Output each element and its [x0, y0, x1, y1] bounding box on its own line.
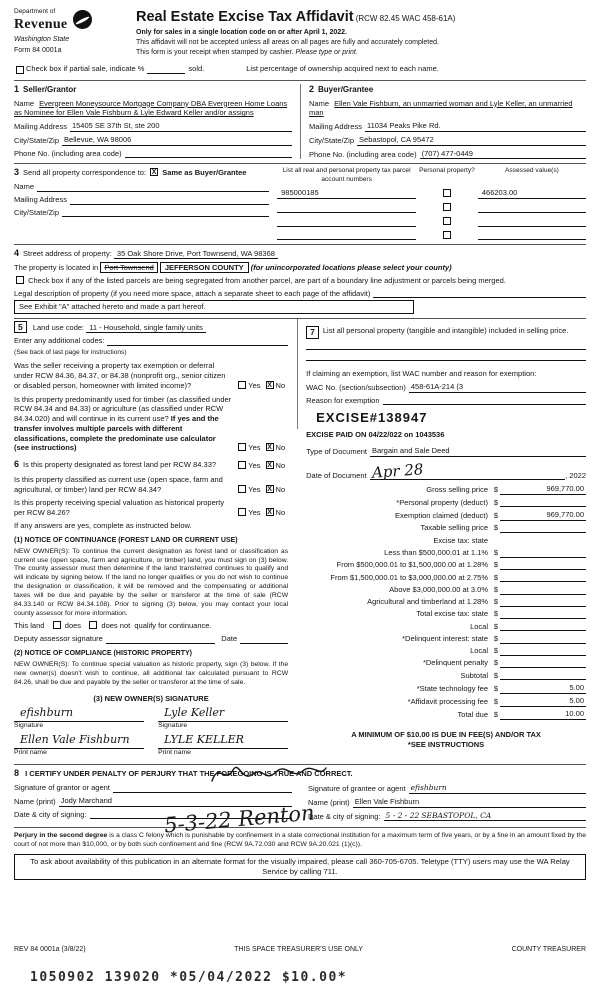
correspondence-city-row	[14, 208, 269, 218]
grantee-date-row	[308, 811, 586, 822]
seller-title: Seller/Grantor	[23, 84, 77, 94]
type-or-print-note: Please type or print.	[295, 49, 358, 57]
middle-columns	[14, 318, 586, 760]
section-1-number: 1	[14, 83, 20, 94]
tax-label: Gross selling price	[426, 485, 488, 495]
dollar-sign: $	[493, 710, 499, 720]
property-location-section	[14, 244, 586, 314]
send-correspondence-label: Send all property correspondence to:	[23, 168, 147, 178]
header-note-3	[136, 48, 586, 57]
legal-description-line[interactable]	[373, 289, 586, 299]
additional-codes-label: Enter any additional codes:	[14, 336, 105, 346]
partial-sale-row	[14, 64, 586, 74]
correspondence-parcel-section	[14, 163, 586, 240]
seller-name-row	[14, 99, 292, 119]
land-use-label: Land use code:	[32, 323, 85, 333]
dollar-sign: $	[493, 485, 499, 495]
owner-signature-handwriting: efishburn	[20, 706, 74, 720]
personal-property-section	[306, 326, 586, 339]
question-text: Is this property classified as current use (open space, farm and agricultural, or timber) land per RCW 84.34?	[14, 474, 223, 494]
document-date-label: Date of Document	[306, 470, 367, 480]
bracket-amount-field[interactable]	[500, 561, 586, 570]
dollar-sign: $	[493, 523, 499, 533]
mailing-address-label: Mailing Address	[309, 122, 362, 132]
forest-land-question	[14, 459, 288, 471]
if-yes-note: If any answers are yes, complete as instructed below.	[14, 520, 192, 530]
county-select[interactable]: JEFFERSON COUNTY	[160, 262, 249, 273]
this-land-label: This land	[14, 621, 45, 631]
notice-compliance-title: (2) NOTICE OF COMPLIANCE (HISTORIC PROPERTY)	[14, 649, 192, 657]
city-state-zip-label: City/State/Zip	[14, 135, 60, 145]
dollar-sign: $	[493, 646, 499, 656]
located-in-label: The property is located in	[14, 263, 99, 273]
owner-signature-line[interactable]	[14, 706, 144, 721]
tax-bracket-label: Above $3,000,000.00 at 3.0%	[389, 584, 488, 594]
parcel-row	[277, 203, 586, 213]
revenue-wordmark: Revenue	[14, 17, 68, 33]
personal-property-deduct-field[interactable]	[500, 498, 586, 507]
print-name-label: Print name	[158, 748, 191, 756]
partial-sale-checkbox[interactable]	[16, 66, 24, 74]
print-name-label: Print name	[14, 748, 47, 756]
tax-total-label: *Delinquent penalty	[422, 658, 488, 668]
deputy-assessor-signature-line[interactable]	[106, 635, 215, 644]
seller-section	[14, 84, 300, 159]
seller-name-field[interactable]: Evergreen Moneysource Mortgage Company DBA Evergreen Home Loans as Nominee for Ellen Vale Fishburn & Lyle Edward Keller and/or assigns	[14, 98, 288, 118]
segregated-checkbox[interactable]	[16, 276, 24, 284]
document-type-row	[306, 446, 586, 457]
buyer-city-field[interactable]: Sebastopol, CA 95472	[357, 135, 586, 146]
excise-number-stamp: EXCISE#138947	[316, 410, 428, 426]
tax-total-label: *State technology fee	[416, 683, 488, 693]
buyer-phone-field[interactable]: (707) 477-0449	[420, 149, 586, 160]
dollar-sign: $	[493, 683, 499, 693]
document-date-row	[306, 460, 586, 481]
bracket-amount-field[interactable]	[500, 586, 586, 595]
no-label: No	[275, 508, 286, 518]
date-city-label: Date & city of signing:	[308, 811, 381, 821]
tax-label: Taxable selling price	[420, 523, 488, 533]
exemption-claimed-field[interactable]: 969,770.00	[500, 510, 586, 521]
dollar-sign: $	[493, 621, 499, 631]
bracket-amount-field[interactable]	[500, 598, 586, 607]
mailing-address-label: Mailing Address	[14, 122, 67, 132]
tax-total-label: Total due	[457, 710, 488, 720]
land-use-row	[14, 322, 288, 333]
partial-percent-field[interactable]	[147, 65, 185, 74]
document-date-year: , 2022	[565, 470, 586, 480]
notice-continuance-body: NEW OWNER(S): To continue the current designation as forest land or classification as current use (open space, farm and agriculture, or timber) land, you must sign on (3) below. The county assessor must then determine if the land transferred continues to qualify and will indicate by signing below. If the land no longer qualifies or you do not wish to continue the designation or classification, it will be removed and the compensating or additional taxes will be due and payable by the seller or transferor at the time of sale (RCW 84.33.140 or RCW 84.34.108). Prior to signing (3) below, you may contact your local county assessor for more information.	[14, 547, 289, 617]
personal-property-header: Personal property?	[419, 167, 475, 175]
treasurer-use-only-label: THIS SPACE TREASURER'S USE ONLY	[234, 946, 364, 954]
seller-phone-field[interactable]	[125, 149, 292, 158]
date-city-label: Date & city of signing:	[14, 809, 87, 819]
buyer-name-row	[309, 99, 586, 119]
perjury-lead: Perjury in the second degree	[14, 832, 108, 840]
bracket-amount-field[interactable]	[500, 549, 586, 558]
street-address-field[interactable]: 35 Oak Shore Drive, Port Townsend, WA 98368	[114, 249, 278, 259]
seller-phone-row	[14, 149, 292, 159]
owner-print-name-handwriting: Ellen Vale Fishburn	[20, 733, 130, 747]
notice-compliance-body: NEW OWNER(S): To continue special valuation as historic property, sign (3) below. If the new owner(s) doesn't wish to continue, all additional tax calculated pursuant to RCW 84.26, shall be due and payable by the seller or transferor at the time of sale.	[14, 660, 289, 686]
phone-label: Phone No. (including area code)	[14, 148, 122, 158]
question-text: Is this property predominantly used for timber (as classified under RCW 84.34 and 84.33) or agriculture (as classified under RCW 84.34.020) and will continue in its current use?	[14, 394, 232, 424]
dollar-sign: $	[493, 497, 499, 507]
segregated-label: Check box if any of the listed parcels are being segregated from another parcel, are part of a boundary line adjustment or parcels being merged.	[28, 275, 506, 285]
owner-print-name-line[interactable]	[158, 733, 288, 748]
street-address-label: Street address of property:	[23, 249, 112, 259]
correspondence-address-field[interactable]	[70, 196, 269, 205]
document-date-field[interactable]	[370, 460, 566, 481]
current-use-question	[14, 475, 288, 495]
wac-number-field[interactable]: 458-61A-214 (3	[409, 382, 586, 393]
parcel-number-field[interactable]: 985000185	[277, 188, 416, 199]
section-7-number: 7	[306, 326, 319, 339]
grantee-city-handwriting: SEBASTOPOL, CA	[421, 810, 492, 820]
certify-statement: I CERTIFY UNDER PENALTY OF PERJURY THAT THE FOREGOING IS TRUE AND CORRECT.	[25, 769, 353, 779]
yes-checkbox[interactable]	[238, 381, 246, 389]
grantor-date-handwriting: 5-3-22 Renton	[163, 800, 316, 838]
owner-signature-line[interactable]	[158, 706, 288, 721]
dollar-sign: $	[493, 633, 499, 643]
date-label: Date	[221, 634, 238, 644]
does-not-label: does not	[101, 621, 131, 631]
grantee-signature-label: Signature of grantee or agent	[308, 784, 406, 794]
personal-property-checkbox[interactable]	[443, 203, 451, 211]
section-4-number: 4	[14, 248, 20, 259]
new-owner-signatures	[14, 706, 288, 760]
owner-signature-handwriting: Lyle Keller	[164, 706, 225, 720]
yes-checkbox[interactable]	[238, 508, 246, 516]
buyer-title: Buyer/Grantee	[318, 84, 374, 94]
same-as-buyer-label: Same as Buyer/Grantee	[162, 168, 247, 178]
ownership-note: List percentage of ownership acquired next to each name.	[246, 64, 439, 74]
personal-property-label: List all personal property (tangible and intangible) included in selling price.	[322, 326, 569, 336]
no-checkbox[interactable]: X	[267, 444, 272, 452]
name-label: Name	[14, 182, 35, 191]
excise-paid-stamp: EXCISE PAID ON 04/22/022 on 1043536	[306, 430, 445, 440]
dollar-sign: $	[493, 670, 499, 680]
agency-block	[14, 8, 132, 57]
section-3-number: 3	[14, 167, 20, 178]
rev-form-number: REV 84 0001a (3/8/22)	[14, 946, 86, 954]
yes-label: Yes	[248, 461, 261, 471]
legal-description-value[interactable]: See Exhibit "A" attached hereto and made a part hereof.	[14, 300, 414, 314]
name-label: Name	[14, 98, 35, 108]
county-treasurer-label: COUNTY TREASURER	[511, 946, 586, 954]
grantor-signature-row	[14, 783, 292, 793]
parcel-row	[277, 188, 586, 199]
question-text: Is this property receiving special valuation as historical property per RCW 84.26?	[14, 498, 225, 518]
column-divider	[297, 319, 298, 429]
question-text: Was the seller receiving a property tax exemption or deferral under RCW 84.36, 84.37, or 84.38 (nonprofit org., senior citizen or disabled person, homeowner with limited income)?	[14, 361, 226, 390]
gross-selling-price-field[interactable]: 969,770.00	[500, 484, 586, 495]
land-use-section	[14, 322, 288, 453]
department-of-label: Department of	[14, 8, 56, 15]
dollar-sign: $	[493, 548, 499, 558]
assessed-value-field[interactable]	[478, 218, 586, 227]
yes-label: Yes	[248, 380, 261, 390]
tax-bracket-label: From $500,000.01 to $1,500,000.00 at 1.28%	[336, 560, 488, 570]
wac-row	[306, 382, 586, 393]
state-technology-fee-field[interactable]: 5.00	[500, 683, 586, 694]
reason-label: Reason for exemption	[306, 395, 380, 405]
form-title-rcw: (RCW 82.45 WAC 458-61A)	[355, 14, 456, 23]
total-due-field[interactable]: 10.00	[500, 709, 586, 720]
property-located-row	[14, 263, 586, 273]
grantor-signature-label: Signature of grantor or agent	[14, 783, 110, 793]
minimum-due-note	[306, 730, 586, 750]
personal-property-checkbox[interactable]	[443, 217, 451, 225]
tax-label: *Personal property (deduct)	[396, 497, 488, 507]
washington-state-label: Washington State	[14, 35, 70, 43]
grantee-signature-row	[308, 783, 586, 794]
form-title: Real Estate Excise Tax Affidavit	[136, 9, 354, 25]
buyer-phone-row	[309, 149, 586, 160]
historic-property-question	[14, 498, 288, 518]
dollar-sign: $	[493, 609, 499, 619]
no-checkbox[interactable]: X	[267, 462, 272, 470]
buyer-name-field[interactable]: Ellen Vale Fishburn, an unmarried woman and Lyle Keller, an unmarried man	[309, 98, 573, 118]
sold-label: sold.	[188, 64, 205, 74]
assessed-value-header: Assessed value(s)	[504, 167, 559, 175]
seller-address-field[interactable]: 15405 SE 37th St, ste 200	[70, 121, 292, 132]
land-qualify-row	[14, 621, 288, 631]
does-checkbox[interactable]	[53, 621, 61, 629]
buyer-address-row	[309, 121, 586, 132]
taxable-selling-price-field[interactable]	[500, 524, 586, 533]
tax-bracket-label: Less than $500,000.01 at 1.1%	[384, 548, 488, 558]
exemption-deferral-question	[14, 361, 288, 390]
assessed-value-field[interactable]: 466203.00	[478, 188, 586, 199]
delinquent-interest-state-field[interactable]	[500, 635, 586, 644]
buyer-city-row	[309, 135, 586, 146]
grantee-signature-handwriting: efishburn	[410, 783, 447, 793]
question-bold-text: If yes and the transfer involves multiple parcels with different classifications, complete the predominate use calculator (see instructions)	[14, 414, 219, 453]
assessed-value-field[interactable]	[478, 204, 586, 213]
dollar-sign: $	[493, 658, 499, 668]
legal-description-label: Legal description of property (if you need more space, attach a separate sheet to each page of the affidavit)	[14, 288, 371, 298]
qualify-label: qualify for continuance.	[134, 621, 212, 631]
phone-label: Phone No. (including area code)	[309, 149, 417, 159]
yes-label: Yes	[248, 484, 261, 494]
minimum-due-text: A MINIMUM OF $10.00 IS DUE IN FEE(S) AND/OR TAX	[351, 730, 541, 740]
personal-property-checkbox[interactable]	[443, 231, 451, 239]
mailing-address-label: Mailing Address	[14, 194, 67, 204]
wac-label: WAC No. (section/subsection)	[306, 382, 406, 392]
city-state-zip-label: City/State/Zip	[309, 135, 355, 145]
correspondence-name-row	[14, 182, 269, 192]
county-note: (for unincorporated locations please select your county)	[250, 263, 452, 273]
land-use-field[interactable]: 11 - Household, single family units	[86, 323, 206, 333]
correspondence-name-field[interactable]	[37, 183, 269, 192]
treasurer-blank-space	[14, 880, 586, 940]
additional-codes-row	[14, 336, 288, 346]
section-8-number: 8	[14, 768, 20, 779]
tax-bracket-label: From $1,500,000.01 to $3,000,000.00 at 2.75%	[330, 572, 488, 582]
seller-address-row	[14, 121, 292, 132]
document-type-label: Type of Document	[306, 447, 367, 457]
correspondence-address-row	[14, 195, 269, 205]
additional-codes-field[interactable]	[107, 337, 288, 346]
tax-bracket-label: Agricultural and timberland at 1.28%	[367, 597, 488, 607]
grantee-name-field[interactable]: Ellen Vale Fishburn	[353, 797, 586, 808]
signature-label: Signature	[14, 721, 44, 729]
deputy-assessor-row	[14, 634, 288, 644]
receipt-note: This form is your receipt when stamped by cashier.	[136, 49, 294, 57]
street-address-row	[14, 248, 586, 260]
no-checkbox[interactable]: X	[267, 485, 272, 493]
dor-logo-icon	[73, 10, 92, 29]
yes-checkbox[interactable]	[238, 485, 246, 493]
reason-field[interactable]	[383, 396, 587, 405]
parcel-number-field[interactable]	[277, 218, 416, 227]
yes-checkbox[interactable]	[238, 461, 246, 469]
document-date-handwriting: Apr 28	[370, 460, 424, 482]
question-text: Is this property designated as forest land per RCW 84.33?	[23, 460, 217, 470]
no-checkbox[interactable]: X	[267, 509, 272, 517]
timber-agriculture-question	[14, 395, 288, 454]
codes-instructions-note: (See back of last page for instructions)	[14, 348, 127, 356]
name-print-label: Name (print)	[14, 796, 56, 806]
yes-label: Yes	[248, 443, 261, 453]
local-tax-field[interactable]	[500, 622, 586, 631]
name-print-label: Name (print)	[308, 797, 350, 807]
reason-row	[306, 396, 586, 406]
dollar-sign: $	[493, 597, 499, 607]
footer-row	[14, 945, 586, 954]
dollar-sign: $	[493, 510, 499, 520]
owner-print-name-line[interactable]	[14, 733, 144, 748]
tax-total-label: Subtotal	[460, 670, 488, 680]
document-type-field[interactable]: Bargain and Sale Deed	[370, 446, 586, 457]
seller-city-field[interactable]: Bellevue, WA 98006	[62, 135, 292, 146]
affidavit-processing-fee-field[interactable]: 5.00	[500, 696, 586, 707]
tax-total-label: *Affidavit processing fee	[407, 697, 488, 707]
tax-total-label: Local	[470, 646, 488, 656]
alternate-format-notice: To ask about availability of this publication in an alternate format for the visually impaired, please call 360-705-6705. Teletype (TTY) users may use the WA Relay Service by calling 711.	[14, 854, 586, 880]
section-6-number: 6	[14, 459, 20, 470]
grantee-signature-line[interactable]	[409, 783, 586, 794]
yes-label: Yes	[248, 508, 261, 518]
new-owner-signature-title: (3) NEW OWNER(S) SIGNATURE	[93, 694, 209, 704]
no-label: No	[275, 443, 286, 453]
signature-label: Signature	[158, 721, 188, 729]
seller-city-row	[14, 135, 292, 146]
tax-label: Exemption claimed (deduct)	[395, 510, 488, 520]
assessed-value-field[interactable]	[478, 231, 586, 240]
parcel-row	[277, 231, 586, 241]
exemption-intro: If claiming an exemption, list WAC number and reason for exemption:	[306, 369, 537, 379]
owner-print-name-handwriting: LYLE KELLER	[164, 733, 244, 747]
legal-description-row	[14, 289, 586, 299]
personal-property-line[interactable]	[306, 339, 586, 350]
send-correspondence-row	[14, 167, 269, 179]
header-note-1: Only for sales in a single location code on or after April 1, 2022.	[136, 28, 347, 36]
grantor-signature-line[interactable]	[113, 784, 292, 793]
deputy-date-line[interactable]	[240, 635, 288, 644]
tax-computation-table	[306, 484, 586, 720]
grantor-name-field[interactable]: Jody Marchand	[59, 796, 292, 807]
dollar-sign: $	[493, 560, 499, 570]
partial-sale-label: Check box if partial sale, indicate %	[26, 64, 145, 74]
dollar-sign: $	[493, 697, 499, 707]
tax-total-label: *Delinquent interest: state	[402, 633, 488, 643]
same-as-buyer-checkbox[interactable]: X	[151, 169, 157, 177]
deputy-assessor-label: Deputy assessor signature	[14, 634, 103, 644]
personal-property-checkbox[interactable]	[443, 189, 451, 197]
tax-total-label: Local	[470, 621, 488, 631]
parcel-table	[277, 167, 586, 240]
section-2-number: 2	[309, 83, 315, 94]
form-number: Form 84 0001a	[14, 46, 62, 54]
bracket-amount-field[interactable]	[500, 573, 586, 582]
header-note-2: This affidavit will not be accepted unless all areas on all pages are fully and accurately completed.	[136, 38, 439, 46]
name-label: Name	[309, 98, 330, 108]
parcel-number-field[interactable]	[277, 204, 416, 213]
no-checkbox[interactable]: X	[267, 381, 272, 389]
yes-checkbox[interactable]	[238, 443, 246, 451]
segregated-row	[14, 276, 586, 286]
no-label: No	[275, 484, 286, 494]
personal-property-line[interactable]	[306, 350, 586, 361]
subtotal-field[interactable]	[500, 671, 586, 680]
correspondence-city-field[interactable]	[62, 208, 269, 217]
perjury-statement	[14, 832, 586, 850]
dollar-sign: $	[493, 584, 499, 594]
does-label: does	[64, 621, 82, 631]
delinquent-interest-local-field[interactable]	[500, 647, 586, 656]
delinquent-penalty-field[interactable]	[500, 659, 586, 668]
buyer-section	[300, 84, 586, 159]
parcel-numbers-header: List all real and personal property tax parcel account numbers	[282, 167, 411, 183]
parties-section	[14, 80, 586, 159]
buyer-address-field[interactable]: 11034 Peaks Pike Rd.	[365, 121, 586, 132]
city-state-zip-label: City/State/Zip	[14, 207, 60, 217]
does-not-checkbox[interactable]	[89, 621, 97, 629]
see-instructions-text: *SEE INSTRUCTIONS	[407, 739, 485, 749]
designation-section	[14, 459, 288, 760]
struck-city-value: Port Townsend	[100, 262, 157, 273]
section-5-number: 5	[14, 321, 27, 333]
excise-tax-state-header: Excise tax: state	[433, 535, 488, 545]
form-header	[14, 8, 586, 57]
tax-total-label: Total excise tax: state	[416, 609, 488, 619]
grantee-name-row	[308, 797, 586, 808]
grantee-date-handwriting: 5 - 2 - 22	[385, 810, 420, 820]
grantee-date-line[interactable]	[384, 811, 586, 822]
perjury-rest: is a class C felony which is punishable by confinement in a state correctional institution for a maximum term of five years, or by a fine in an amount fixed by the court of not more than $10,000, or by both such confinement and fine (RCW 9A.72.030 and RCW 9A.20.021 (1)(c)).	[14, 832, 586, 849]
no-label: No	[275, 380, 286, 390]
no-label: No	[275, 461, 286, 471]
notice-continuance-title: (1) NOTICE OF CONTINUANCE (FOREST LAND OR CURRENT USE)	[14, 536, 238, 544]
dollar-sign: $	[493, 572, 499, 582]
parcel-row	[277, 217, 586, 227]
cashier-stamp: 1050902 139020 *05/04/2022 $10.00*	[30, 970, 348, 986]
parcel-number-field[interactable]	[277, 231, 416, 240]
total-excise-state-field[interactable]	[500, 610, 586, 619]
